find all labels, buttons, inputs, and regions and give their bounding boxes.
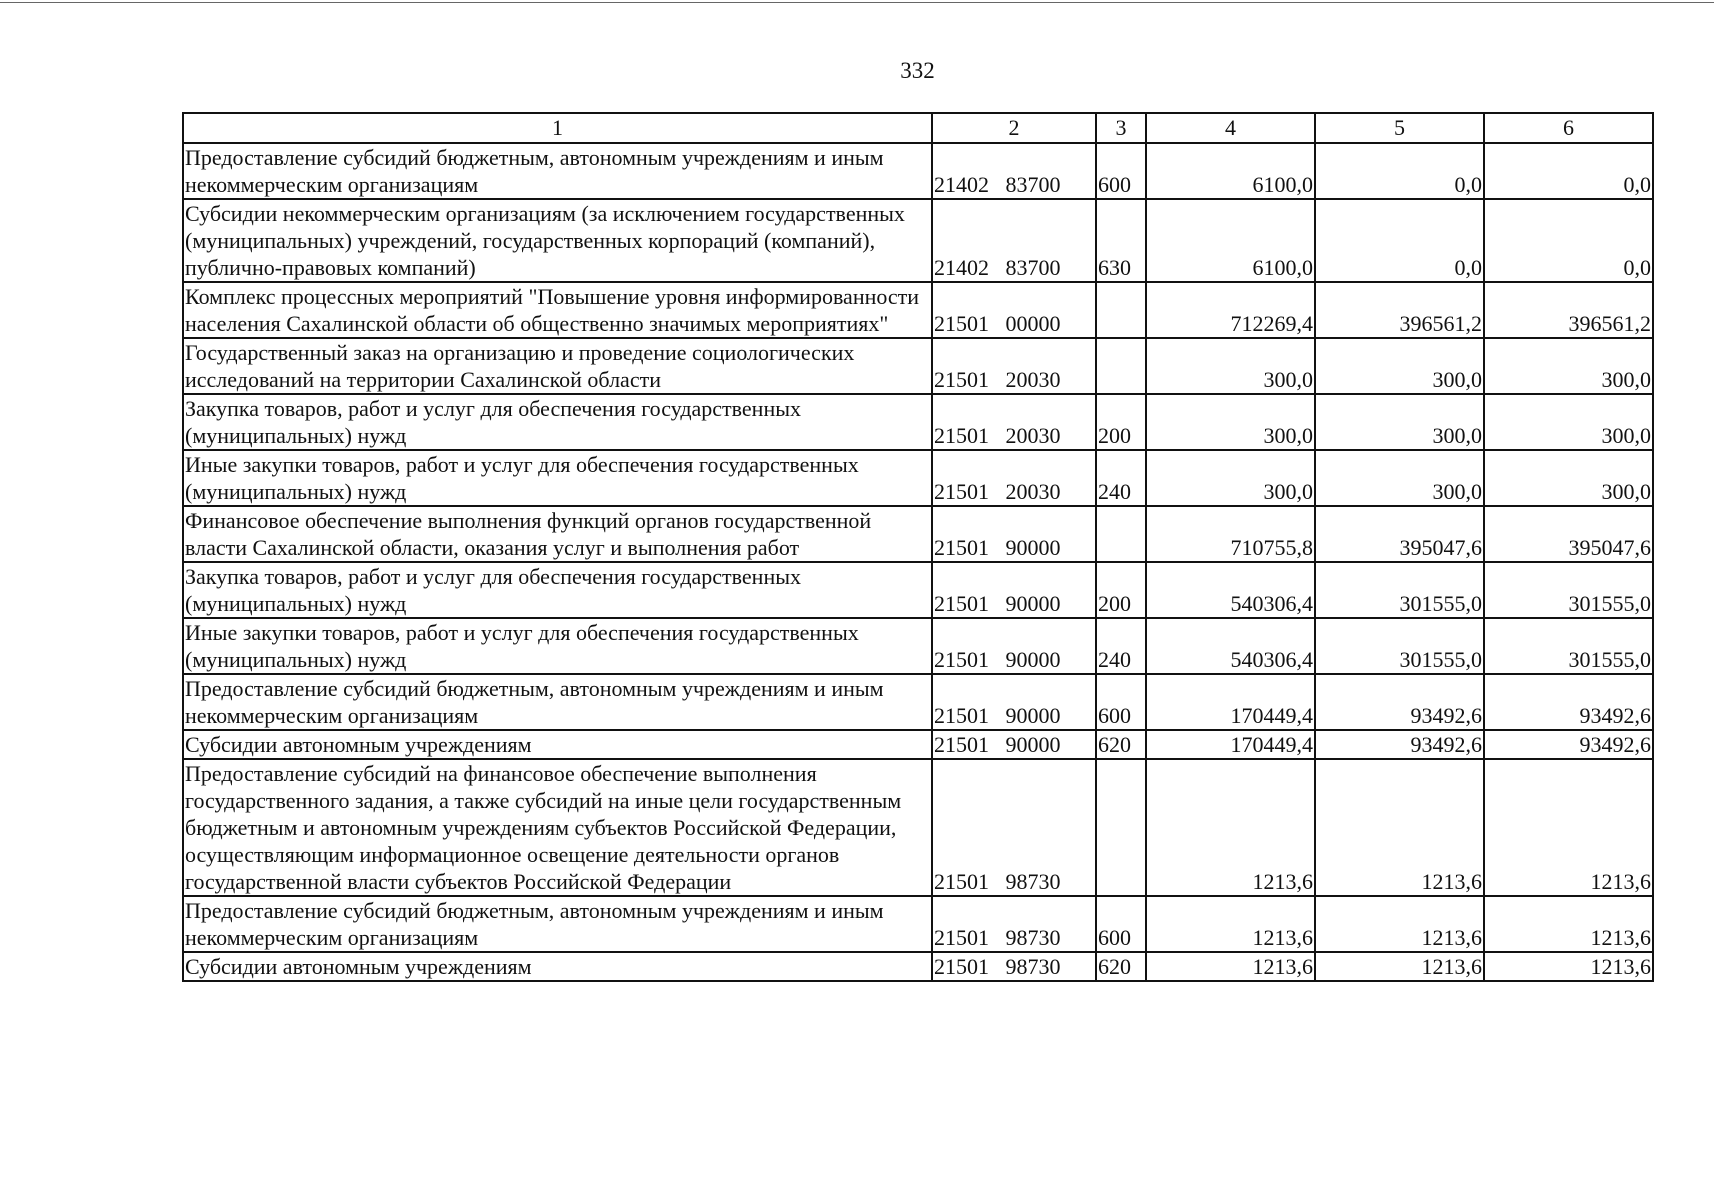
table-row <box>183 618 1653 674</box>
row-code: 21501 90000 <box>932 506 1096 562</box>
row-value-4: 6100,0 <box>1146 199 1315 282</box>
scan-edge-line <box>0 2 1714 3</box>
row-code: 21501 98730 <box>932 952 1096 981</box>
row-name: Иные закупки товаров, работ и услуг для обеспечения государственных (муниципальных) нужд <box>183 618 932 674</box>
row-value-5: 93492,6 <box>1315 730 1484 759</box>
column-header-2: 2 <box>932 113 1096 143</box>
row-code: 21402 83700 <box>932 199 1096 282</box>
row-value-4: 6100,0 <box>1146 143 1315 199</box>
row-code: 21501 20030 <box>932 394 1096 450</box>
row-value-5: 93492,6 <box>1315 674 1484 730</box>
row-expense-type <box>1096 338 1146 394</box>
row-expense-type: 620 <box>1096 952 1146 981</box>
table-row <box>183 674 1653 730</box>
row-expense-type: 240 <box>1096 450 1146 506</box>
row-expense-type <box>1096 759 1146 896</box>
row-code: 21501 90000 <box>932 618 1096 674</box>
table-row <box>183 562 1653 618</box>
row-expense-type: 600 <box>1096 896 1146 952</box>
page-number: 332 <box>900 58 935 83</box>
row-expense-type <box>1096 506 1146 562</box>
table-row <box>183 199 1653 282</box>
row-value-6: 300,0 <box>1484 338 1653 394</box>
row-value-5: 300,0 <box>1315 338 1484 394</box>
column-header-5: 5 <box>1315 113 1484 143</box>
table-row <box>183 338 1653 394</box>
row-name: Предоставление субсидий на финансовое обеспечение выполнения государственного задания, а также субсидий на иные цели государственным бюджетным и автономным учреждениям субъектов Российской Федерации, осуществляющим информационное освещение деятельности органов государственной власти субъектов Российской Федерации <box>183 759 932 896</box>
row-code: 21501 98730 <box>932 896 1096 952</box>
row-expense-type: 200 <box>1096 562 1146 618</box>
row-code: 21501 00000 <box>932 282 1096 338</box>
table-row <box>183 952 1653 981</box>
row-value-4: 540306,4 <box>1146 562 1315 618</box>
row-name: Субсидии некоммерческим организациям (за исключением государственных (муниципальных) учреждений, государственных корпораций (компаний), публично-правовых компаний) <box>183 199 932 282</box>
row-code: 21501 90000 <box>932 674 1096 730</box>
column-header-6: 6 <box>1484 113 1653 143</box>
row-value-5: 301555,0 <box>1315 618 1484 674</box>
row-value-4: 300,0 <box>1146 450 1315 506</box>
row-value-4: 712269,4 <box>1146 282 1315 338</box>
budget-table <box>182 112 1654 982</box>
row-code: 21501 20030 <box>932 450 1096 506</box>
row-value-5: 396561,2 <box>1315 282 1484 338</box>
row-value-6: 1213,6 <box>1484 896 1653 952</box>
row-value-6: 93492,6 <box>1484 674 1653 730</box>
row-value-4: 1213,6 <box>1146 896 1315 952</box>
row-value-6: 93492,6 <box>1484 730 1653 759</box>
row-name: Закупка товаров, работ и услуг для обеспечения государственных (муниципальных) нужд <box>183 394 932 450</box>
row-value-5: 1213,6 <box>1315 759 1484 896</box>
row-value-4: 710755,8 <box>1146 506 1315 562</box>
row-expense-type: 600 <box>1096 674 1146 730</box>
row-value-5: 0,0 <box>1315 143 1484 199</box>
row-value-4: 170449,4 <box>1146 674 1315 730</box>
row-value-4: 170449,4 <box>1146 730 1315 759</box>
row-value-4: 300,0 <box>1146 394 1315 450</box>
row-name: Комплекс процессных мероприятий "Повышение уровня информированности населения Сахалинской области об общественно значимых мероприятиях" <box>183 282 932 338</box>
table-row <box>183 896 1653 952</box>
row-value-6: 396561,2 <box>1484 282 1653 338</box>
column-header-4: 4 <box>1146 113 1315 143</box>
row-value-5: 300,0 <box>1315 450 1484 506</box>
row-value-4: 1213,6 <box>1146 759 1315 896</box>
row-value-5: 1213,6 <box>1315 896 1484 952</box>
table-row <box>183 394 1653 450</box>
column-header-1: 1 <box>183 113 932 143</box>
header-row <box>183 113 1653 143</box>
row-name: Предоставление субсидий бюджетным, автономным учреждениям и иным некоммерческим организациям <box>183 143 932 199</box>
row-expense-type <box>1096 282 1146 338</box>
table-body <box>183 143 1653 981</box>
row-value-6: 0,0 <box>1484 143 1653 199</box>
row-code: 21501 98730 <box>932 759 1096 896</box>
row-name: Субсидии автономным учреждениям <box>183 730 932 759</box>
table-row <box>183 759 1653 896</box>
row-value-6: 301555,0 <box>1484 618 1653 674</box>
table-row <box>183 143 1653 199</box>
row-value-6: 0,0 <box>1484 199 1653 282</box>
row-expense-type: 240 <box>1096 618 1146 674</box>
row-value-5: 301555,0 <box>1315 562 1484 618</box>
row-expense-type: 630 <box>1096 199 1146 282</box>
row-value-5: 1213,6 <box>1315 952 1484 981</box>
row-code: 21501 20030 <box>932 338 1096 394</box>
row-name: Иные закупки товаров, работ и услуг для обеспечения государственных (муниципальных) нужд <box>183 450 932 506</box>
table-row <box>183 450 1653 506</box>
row-value-4: 540306,4 <box>1146 618 1315 674</box>
row-expense-type: 620 <box>1096 730 1146 759</box>
table-row <box>183 730 1653 759</box>
row-value-5: 395047,6 <box>1315 506 1484 562</box>
row-value-6: 300,0 <box>1484 394 1653 450</box>
row-name: Предоставление субсидий бюджетным, автономным учреждениям и иным некоммерческим организациям <box>183 896 932 952</box>
row-value-6: 395047,6 <box>1484 506 1653 562</box>
row-name: Государственный заказ на организацию и проведение социологических исследований на территории Сахалинской области <box>183 338 932 394</box>
table-row <box>183 506 1653 562</box>
row-value-4: 300,0 <box>1146 338 1315 394</box>
row-value-6: 301555,0 <box>1484 562 1653 618</box>
row-name: Предоставление субсидий бюджетным, автономным учреждениям и иным некоммерческим организациям <box>183 674 932 730</box>
row-expense-type: 200 <box>1096 394 1146 450</box>
row-value-5: 300,0 <box>1315 394 1484 450</box>
row-name: Субсидии автономным учреждениям <box>183 952 932 981</box>
table-row <box>183 282 1653 338</box>
row-code: 21501 90000 <box>932 562 1096 618</box>
row-code: 21402 83700 <box>932 143 1096 199</box>
row-value-4: 1213,6 <box>1146 952 1315 981</box>
row-expense-type: 600 <box>1096 143 1146 199</box>
row-name: Закупка товаров, работ и услуг для обеспечения государственных (муниципальных) нужд <box>183 562 932 618</box>
row-value-5: 0,0 <box>1315 199 1484 282</box>
row-value-6: 300,0 <box>1484 450 1653 506</box>
row-name: Финансовое обеспечение выполнения функций органов государственной власти Сахалинской области, оказания услуг и выполнения работ <box>183 506 932 562</box>
row-value-6: 1213,6 <box>1484 952 1653 981</box>
column-header-3: 3 <box>1096 113 1146 143</box>
row-value-6: 1213,6 <box>1484 759 1653 896</box>
row-code: 21501 90000 <box>932 730 1096 759</box>
